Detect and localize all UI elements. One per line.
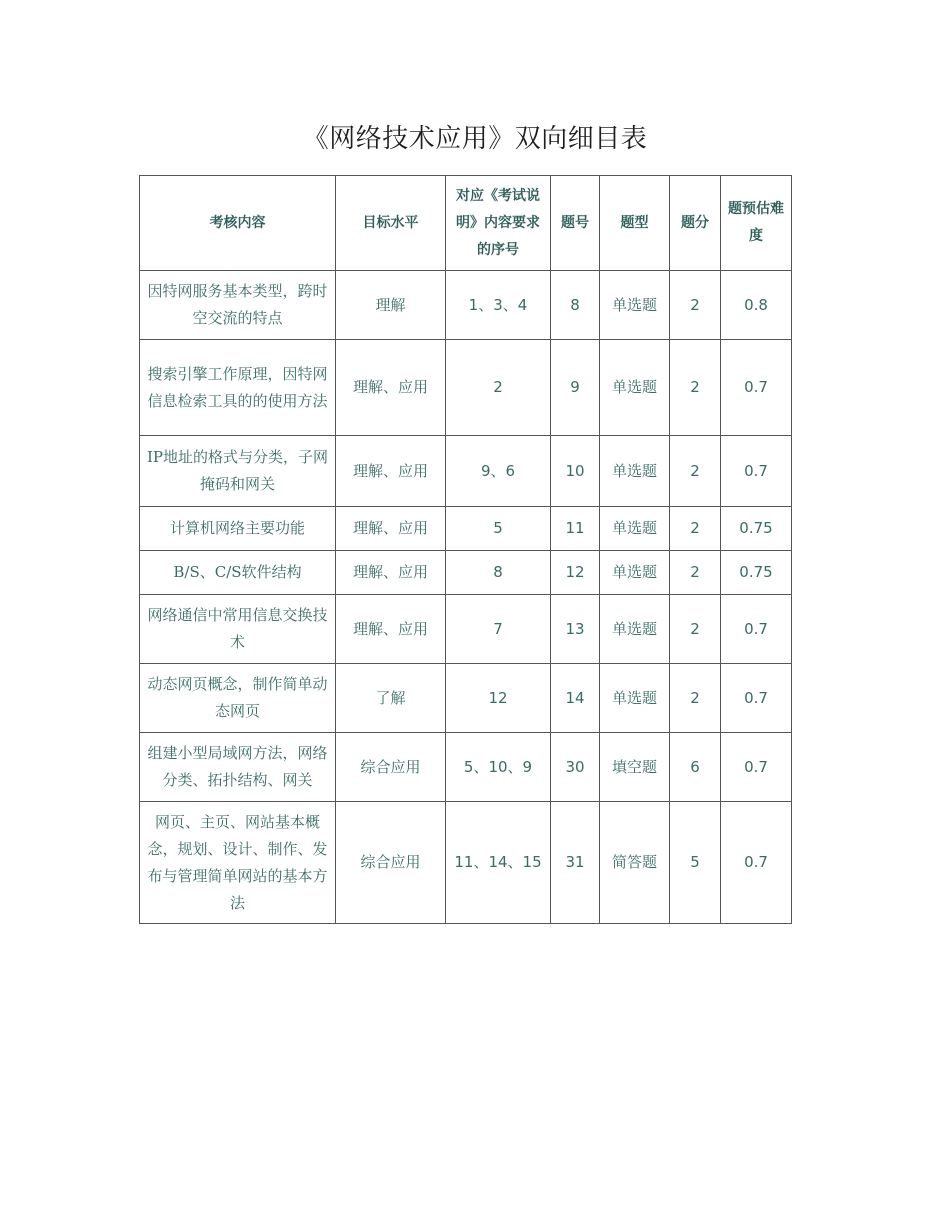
cell-requirement-index: 9、6 (446, 436, 551, 507)
cell-target-level: 理解、应用 (336, 340, 446, 436)
cell-content: IP地址的格式与分类，子网掩码和网关 (140, 436, 336, 507)
table-row (140, 595, 792, 664)
cell-question-type: 单选题 (600, 340, 670, 436)
table-row (140, 802, 792, 924)
cell-content: B/S、C/S软件结构 (140, 551, 336, 595)
table-row (140, 733, 792, 802)
cell-question-type: 单选题 (600, 436, 670, 507)
cell-score: 2 (670, 595, 721, 664)
cell-requirement-index: 5、10、9 (446, 733, 551, 802)
cell-question-number: 11 (551, 507, 600, 551)
cell-difficulty: 0.7 (721, 802, 792, 924)
table-row (140, 507, 792, 551)
table-row (140, 551, 792, 595)
table-row (140, 436, 792, 507)
cell-requirement-index: 2 (446, 340, 551, 436)
header-question-type: 题型 (600, 176, 670, 271)
cell-requirement-index: 1、3、4 (446, 271, 551, 340)
table-row (140, 271, 792, 340)
cell-question-number: 13 (551, 595, 600, 664)
cell-score: 2 (670, 436, 721, 507)
cell-question-number: 31 (551, 802, 600, 924)
cell-content: 网页、主页、网站基本概念，规划、设计、制作、发布与管理简单网站的基本方法 (140, 802, 336, 924)
cell-content: 网络通信中常用信息交换技术 (140, 595, 336, 664)
cell-score: 2 (670, 664, 721, 733)
header-question-number: 题号 (551, 176, 600, 271)
cell-score: 6 (670, 733, 721, 802)
cell-score: 5 (670, 802, 721, 924)
table-row (140, 340, 792, 436)
cell-requirement-index: 5 (446, 507, 551, 551)
cell-difficulty: 0.7 (721, 664, 792, 733)
cell-target-level: 理解、应用 (336, 436, 446, 507)
cell-target-level: 综合应用 (336, 802, 446, 924)
cell-content: 动态网页概念，制作简单动态网页 (140, 664, 336, 733)
header-requirement-index: 对应《考试说明》内容要求的序号 (446, 176, 551, 271)
header-difficulty: 题预估难度 (721, 176, 792, 271)
cell-target-level: 综合应用 (336, 733, 446, 802)
cell-score: 2 (670, 340, 721, 436)
two-way-specification-table (139, 175, 792, 924)
cell-content: 组建小型局域网方法，网络分类、拓扑结构、网关 (140, 733, 336, 802)
cell-question-type: 简答题 (600, 802, 670, 924)
cell-difficulty: 0.7 (721, 340, 792, 436)
cell-requirement-index: 7 (446, 595, 551, 664)
table-row (140, 664, 792, 733)
table-header-row (140, 176, 792, 271)
cell-difficulty: 0.8 (721, 271, 792, 340)
cell-score: 2 (670, 551, 721, 595)
cell-question-number: 30 (551, 733, 600, 802)
cell-requirement-index: 12 (446, 664, 551, 733)
cell-question-type: 单选题 (600, 507, 670, 551)
cell-target-level: 了解 (336, 664, 446, 733)
cell-score: 2 (670, 271, 721, 340)
cell-content: 计算机网络主要功能 (140, 507, 336, 551)
header-content: 考核内容 (140, 176, 336, 271)
cell-question-number: 9 (551, 340, 600, 436)
cell-question-type: 单选题 (600, 551, 670, 595)
cell-question-type: 单选题 (600, 595, 670, 664)
cell-target-level: 理解、应用 (336, 551, 446, 595)
cell-question-number: 14 (551, 664, 600, 733)
cell-question-type: 单选题 (600, 271, 670, 340)
cell-question-number: 10 (551, 436, 600, 507)
cell-content: 因特网服务基本类型，跨时空交流的特点 (140, 271, 336, 340)
cell-requirement-index: 8 (446, 551, 551, 595)
cell-difficulty: 0.7 (721, 595, 792, 664)
cell-question-number: 12 (551, 551, 600, 595)
cell-difficulty: 0.75 (721, 507, 792, 551)
cell-question-number: 8 (551, 271, 600, 340)
cell-difficulty: 0.75 (721, 551, 792, 595)
cell-requirement-index: 11、14、15 (446, 802, 551, 924)
cell-target-level: 理解、应用 (336, 595, 446, 664)
cell-difficulty: 0.7 (721, 733, 792, 802)
page-title: 《网络技术应用》双向细目表 (302, 124, 648, 154)
header-score: 题分 (670, 176, 721, 271)
cell-question-type: 填空题 (600, 733, 670, 802)
cell-question-type: 单选题 (600, 664, 670, 733)
header-target-level: 目标水平 (336, 176, 446, 271)
cell-target-level: 理解 (336, 271, 446, 340)
cell-target-level: 理解、应用 (336, 507, 446, 551)
cell-difficulty: 0.7 (721, 436, 792, 507)
cell-score: 2 (670, 507, 721, 551)
cell-content: 搜索引擎工作原理，因特网信息检索工具的的使用方法 (140, 340, 336, 436)
